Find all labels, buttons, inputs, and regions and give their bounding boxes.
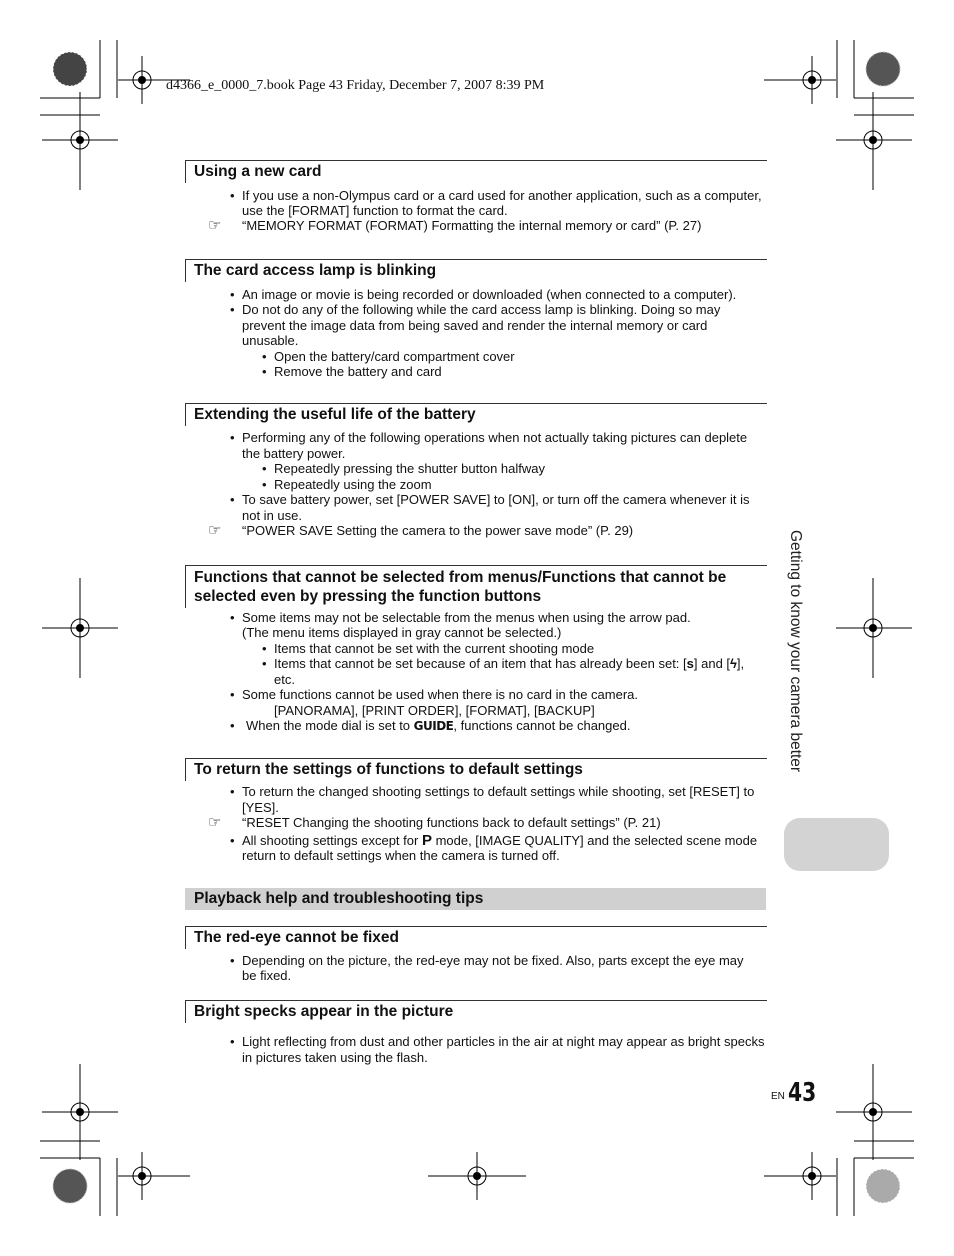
- text-line: [246, 718, 630, 734]
- reference-hand-icon: ☞: [208, 522, 222, 539]
- text-line: unusable.: [242, 333, 299, 348]
- bullet: •: [230, 718, 235, 733]
- text-line: in pictures taken using the flash.: [242, 1050, 428, 1065]
- text-line: An image or movie is being recorded or downloaded (when connected to a computer).: [242, 287, 737, 302]
- text-line: Depending on the picture, the red-eye may not be fixed. Also, parts except the eye may: [242, 953, 744, 968]
- section-reset: [185, 758, 767, 781]
- text-run: , functions cannot be changed.: [453, 718, 631, 733]
- reference-text: “RESET Changing the shooting functions back to default settings” (P. 21): [242, 815, 661, 830]
- bullet: •: [230, 188, 235, 203]
- section-title: Functions that cannot be selected from menus/Functions that cannot be selected even by pressing the function buttons: [194, 569, 727, 605]
- sub-item: [274, 656, 744, 671]
- section-title: Extending the useful life of the battery: [194, 406, 476, 423]
- text-line: If you use a non-Olympus card or a card used for another application, such as a computer,: [242, 188, 762, 203]
- language-label: EN: [771, 1091, 785, 1102]
- chapter-side-label: Getting to know your camera better: [787, 530, 804, 773]
- bullet: •: [230, 430, 235, 445]
- text-line: [PANORAMA], [PRINT ORDER], [FORMAT], [BACKUP]: [274, 703, 595, 718]
- bullet: •: [230, 784, 235, 799]
- band-title: Playback help and troubleshooting tips: [194, 890, 484, 907]
- text-line: (The menu items displayed in gray cannot be selected.): [242, 625, 562, 640]
- bullet: •: [262, 656, 267, 671]
- bullet: •: [262, 349, 267, 364]
- text-run: mode, [IMAGE QUALITY] and the selected scene mode: [431, 833, 758, 848]
- section-access-lamp: [185, 259, 767, 282]
- text-run: ] and [: [693, 656, 731, 671]
- text-line: Light reflecting from dust and other particles in the air at night may appear as bright specks: [242, 1034, 765, 1049]
- reference-text: “MEMORY FORMAT (FORMAT) Formatting the internal memory or card” (P. 27): [242, 218, 702, 233]
- reference-hand-icon: ☞: [208, 217, 222, 234]
- bullet: •: [230, 1034, 235, 1049]
- text-line: not in use.: [242, 508, 302, 523]
- text-line: be fixed.: [242, 968, 292, 983]
- text-line: return to default settings when the camera is turned off.: [242, 848, 560, 863]
- text-line: Some items may not be selectable from the menus when using the arrow pad.: [242, 610, 691, 625]
- print-header: d4366_e_0000_7.book Page 43 Friday, December 7, 2007 8:39 PM: [166, 78, 545, 93]
- section-functions: [185, 565, 767, 608]
- section-title: Using a new card: [194, 163, 322, 180]
- sub-item: Repeatedly using the zoom: [274, 477, 432, 492]
- bullet: •: [262, 364, 267, 379]
- section-new-card: [185, 160, 767, 183]
- bullet: •: [230, 610, 235, 625]
- section-title: The card access lamp is blinking: [194, 262, 437, 279]
- flash-icon: ϟ: [730, 656, 737, 671]
- text-run: Items that cannot be set because of an item that has already been set: [: [274, 656, 687, 671]
- bullet: •: [230, 287, 235, 302]
- sub-item: Open the battery/card compartment cover: [274, 349, 515, 364]
- section-bright-specks: [185, 1000, 767, 1023]
- bullet: •: [262, 477, 267, 492]
- section-title: Bright specks appear in the picture: [194, 1003, 454, 1020]
- bullet: •: [230, 492, 235, 507]
- text-line: Do not do any of the following while the card access lamp is blinking. Doing so may: [242, 302, 721, 317]
- section-band-playback: [185, 888, 766, 910]
- reference-text: “POWER SAVE Setting the camera to the power save mode” (P. 29): [242, 523, 634, 538]
- section-red-eye: [185, 926, 767, 949]
- sub-item: etc.: [274, 672, 295, 687]
- section-title: To return the settings of functions to default settings: [194, 761, 583, 778]
- text-line: Some functions cannot be used when there is no card in the camera.: [242, 687, 639, 702]
- bullet: •: [230, 833, 235, 848]
- bullet: •: [262, 641, 267, 656]
- guide-mode-icon: GUIDE: [413, 719, 454, 733]
- sub-item: Remove the battery and card: [274, 364, 442, 379]
- bullet: •: [230, 953, 235, 968]
- text-run: All shooting settings except for: [242, 833, 422, 848]
- text-line: [YES].: [242, 800, 279, 815]
- text-line: the battery power.: [242, 446, 346, 461]
- section-title: The red-eye cannot be fixed: [194, 929, 399, 946]
- text-line: To save battery power, set [POWER SAVE] to [ON], or turn off the camera whenever it is: [242, 492, 750, 507]
- text-line: prevent the image data from being saved and render the internal memory or card: [242, 318, 708, 333]
- bullet: •: [262, 461, 267, 476]
- bullet: •: [230, 302, 235, 317]
- scene-mode-icon: s: [686, 656, 694, 671]
- sub-item: Repeatedly pressing the shutter button halfway: [274, 461, 546, 476]
- text-run: ],: [736, 656, 745, 671]
- bullet: •: [230, 687, 235, 702]
- text-line: Performing any of the following operations when not actually taking pictures can deplete: [242, 430, 748, 445]
- program-mode-icon: P: [421, 832, 432, 849]
- sub-item: Items that cannot be set with the current shooting mode: [274, 641, 595, 656]
- text-line: To return the changed shooting settings to default settings while shooting, set [RESET] to: [242, 784, 755, 799]
- reference-hand-icon: ☞: [208, 814, 222, 831]
- text-line: use the [FORMAT] function to format the card.: [242, 203, 508, 218]
- page-number: 43: [788, 1078, 817, 1108]
- chapter-tab-marker: [784, 818, 889, 871]
- section-battery: [185, 403, 767, 426]
- text-line: [242, 833, 757, 848]
- text-run: When the mode dial is set to: [246, 718, 414, 733]
